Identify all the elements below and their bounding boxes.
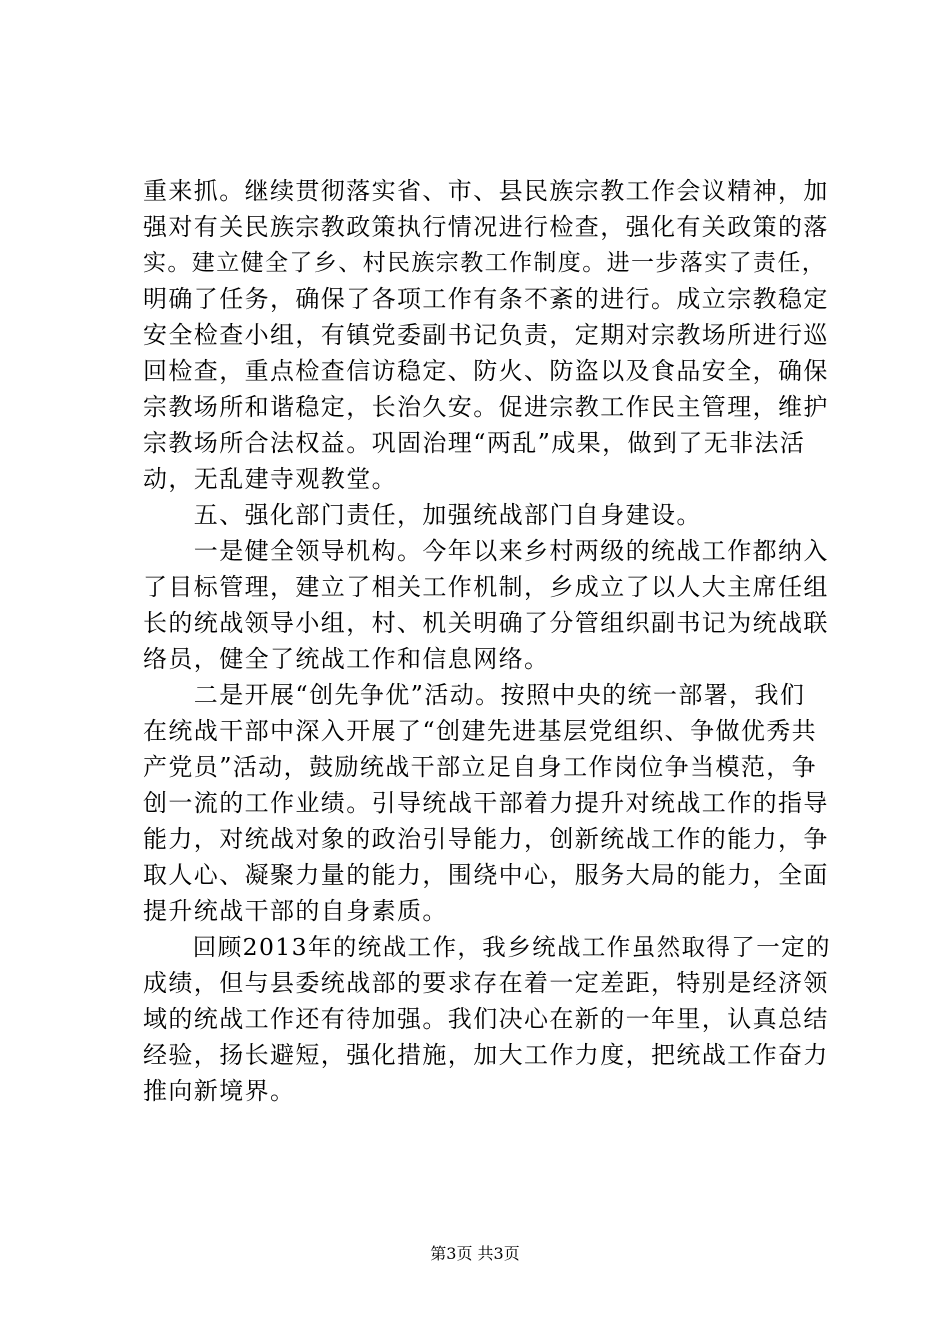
section-heading: 五、强化部门责任，加强统战部门自身建设。 (143, 501, 702, 529)
text-line: 明确了任务，确保了各项工作有条不紊的进行。成立宗教稳定 (143, 285, 829, 313)
text-line: 在统战干部中深入开展了“创建先进基层党组织、争做优秀共 (143, 717, 818, 745)
text-line: 回顾2013年的统战工作，我乡统战工作虽然取得了一定的 (143, 933, 831, 961)
text-line: 创一流的工作业绩。引导统战干部着力提升对统战工作的指导 (143, 789, 829, 817)
text-line: 一是健全领导机构。今年以来乡村两级的统战工作都纳入 (143, 537, 829, 565)
text-line: 实。建立健全了乡、村民族宗教工作制度。进一步落实了责任， (143, 250, 827, 276)
text-line: 宗教场所和谐稳定，长治久安。促进宗教工作民主管理，维护 (143, 393, 829, 421)
text-line: 强对有关民族宗教政策执行情况进行检查，强化有关政策的落 (143, 213, 829, 241)
text-line: 了目标管理，建立了相关工作机制，乡成立了以人大主席任组 (143, 573, 829, 601)
text-line: 重来抓。继续贯彻落实省、市、县民族宗教工作会议精神，加 (143, 177, 829, 205)
text-line: 宗教场所合法权益。巩固治理“两乱”成果，做到了无非法活 (143, 429, 806, 457)
document-body (143, 173, 833, 1109)
text-line: 长的统战领导小组，村、机关明确了分管组织副书记为统战联 (143, 609, 829, 637)
text-line: 域的统战工作还有待加强。我们决心在新的一年里，认真总结 (143, 1005, 829, 1033)
text-line: 取人心、凝聚力量的能力，围绕中心，服务大局的能力，全面 (143, 861, 829, 889)
text-line: 二是开展“创先争优”活动。按照中央的统一部署，我们 (143, 681, 806, 709)
text-line: 安全检查小组，有镇党委副书记负责，定期对宗教场所进行巡 (143, 321, 829, 349)
text-line: 动，无乱建寺观教堂。 (143, 465, 397, 493)
text-line: 回检查，重点检查信访稳定、防火、防盗以及食品安全，确保 (143, 357, 829, 385)
text-line: 产党员”活动，鼓励统战干部立足自身工作岗位争当模范，争 (143, 753, 818, 781)
text-line: 推向新境界。 (143, 1077, 296, 1105)
text-line: 成绩，但与县委统战部的要求存在着一定差距，特别是经济领 (143, 969, 829, 997)
page-number-footer: 第3页 共3页 (430, 1244, 520, 1263)
text-line: 络员，健全了统战工作和信息网络。 (143, 645, 550, 673)
text-line: 经验，扬长避短，强化措施，加大工作力度，把统战工作奋力 (143, 1041, 829, 1069)
text-line: 提升统战干部的自身素质。 (143, 897, 448, 925)
text-line: 能力，对统战对象的政治引导能力，创新统战工作的能力，争 (143, 825, 829, 853)
